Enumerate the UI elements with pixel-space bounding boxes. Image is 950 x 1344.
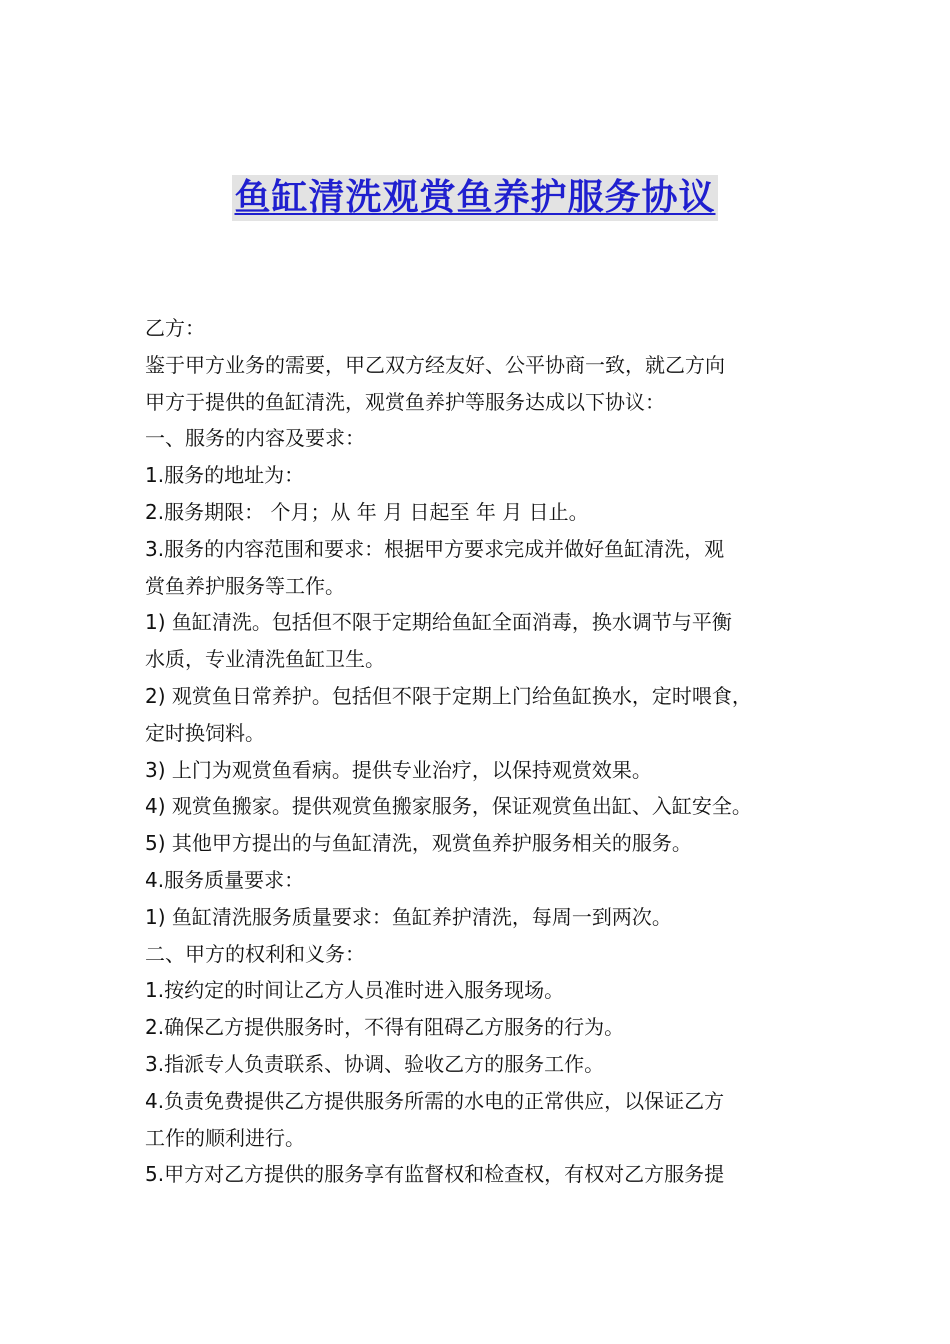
title-block bbox=[0, 175, 950, 221]
clause-service-scope-1: 3.服务的内容范围和要求：根据甲方要求完成并做好鱼缸清洗，观 bbox=[145, 536, 725, 561]
subclause-cleaning-quality: 1) 鱼缸清洗服务质量要求：鱼缸养护清洗，每周一到两次。 bbox=[145, 904, 672, 929]
subclause-other-services: 5) 其他甲方提出的与鱼缸清洗，观赏鱼养护服务相关的服务。 bbox=[145, 831, 692, 856]
clause-quality-requirements: 4.服务质量要求： bbox=[145, 867, 305, 892]
document-title: 鱼缸清洗观赏鱼养护服务协议 bbox=[232, 175, 717, 221]
clause-party-a-no-obstruction: 2.确保乙方提供服务时，不得有阻碍乙方服务的行为。 bbox=[145, 1015, 625, 1040]
subclause-tank-cleaning-2: 水质，专业清洗鱼缸卫生。 bbox=[145, 647, 385, 672]
section-heading-party-a-rights: 二、甲方的权利和义务： bbox=[145, 941, 365, 966]
clause-party-a-contact-person: 3.指派专人负责联系、协调、验收乙方的服务工作。 bbox=[145, 1051, 605, 1076]
subclause-fish-moving: 4) 观赏鱼搬家。提供观赏鱼搬家服务，保证观赏鱼出缸、入缸安全。 bbox=[145, 794, 752, 819]
paragraph-line-preamble-2: 甲方于提供的鱼缸清洗，观赏鱼养护等服务达成以下协议： bbox=[145, 389, 665, 414]
subclause-tank-cleaning-1: 1) 鱼缸清洗。包括但不限于定期给鱼缸全面消毒，换水调节与平衡 bbox=[145, 610, 732, 635]
paragraph-line-preamble-1: 鉴于甲方业务的需要，甲乙双方经友好、公平协商一致，就乙方向 bbox=[145, 352, 725, 377]
clause-party-a-supervision: 5.甲方对乙方提供的服务享有监督权和检查权，有权对乙方服务提 bbox=[145, 1162, 725, 1187]
subclause-fish-treatment: 3) 上门为观赏鱼看病。提供专业治疗，以保持观赏效果。 bbox=[145, 757, 652, 782]
subclause-daily-care-1: 2) 观赏鱼日常养护。包括但不限于定期上门给鱼缸换水，定时喂食， bbox=[145, 683, 752, 708]
paragraph-line-party-b: 乙方： bbox=[145, 316, 205, 340]
section-heading-service: 一、服务的内容及要求： bbox=[145, 426, 365, 451]
clause-party-a-access: 1.按约定的时间让乙方人员准时进入服务现场。 bbox=[145, 978, 565, 1003]
clause-service-term: 2.服务期限： 个月；从 年 月 日起至 年 月 日止。 bbox=[145, 499, 589, 524]
subclause-daily-care-2: 定时换饲料。 bbox=[145, 720, 265, 745]
clause-party-a-utilities-2: 工作的顺利进行。 bbox=[145, 1125, 305, 1150]
document-body bbox=[145, 310, 815, 1193]
clause-service-address: 1.服务的地址为： bbox=[145, 463, 305, 488]
clause-service-scope-2: 赏鱼养护服务等工作。 bbox=[145, 573, 345, 598]
clause-party-a-utilities-1: 4.负责免费提供乙方提供服务所需的水电的正常供应，以保证乙方 bbox=[145, 1088, 725, 1113]
